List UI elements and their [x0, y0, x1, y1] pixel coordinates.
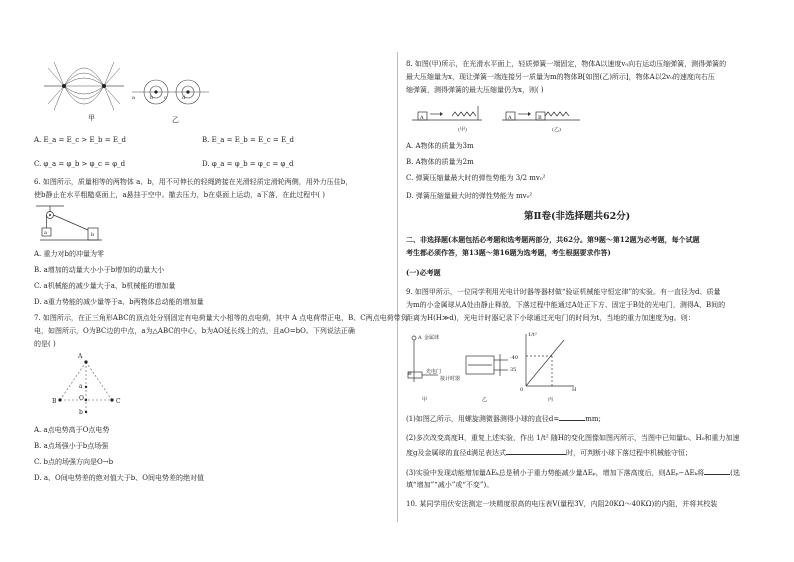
q7-stem-line2: 电，如图所示，O为BC边的中点，a为△ABC的中心，b为AO延长线上的点，且aO=bO。下列说法正确 [34, 327, 355, 335]
column-divider [397, 52, 398, 522]
q9-fig-label-A: A [418, 335, 422, 341]
q6-stem-line2: 使b静止在水平粗糙桌面上，a悬挂于空中。撤去压力，b在桌面上运动，a下落，在此过程中( ) [34, 191, 325, 199]
q9-sub3-line2: 填“增加”“减小”或“不变”)。 [406, 481, 494, 489]
q9-sub2-blank [506, 448, 566, 455]
fig1-label-c: c [164, 95, 167, 101]
spring-blocks-figure [412, 102, 582, 126]
q9-sub1-blank [559, 414, 585, 421]
q9-sub1 [406, 414, 601, 424]
q8-fig-label-B: B [538, 115, 542, 121]
q6-option-c: C. a机械能的减少量大于a、b机械能的增加量 [34, 282, 176, 290]
q9-stem-line1: 9. 如图甲所示，一位同学利用光电计时器等器材做“验证机械能守恒定律”的实验。有一直径为d、质量 [406, 288, 721, 296]
q9-sub1-text: (1)如图乙所示，用螺旋测微器测得小球的直径d= [406, 415, 560, 423]
q9-fig-label-ball: 金属球 [424, 335, 440, 341]
fig1-label-a: a [132, 95, 135, 101]
q9-fig-caption-yi: 乙 [482, 397, 488, 403]
q9-sub3-blank [704, 468, 730, 475]
q9-sub2-text: 度g及金属球的直径d满足表达式 [406, 449, 506, 457]
q6-fig-label-a: a [44, 230, 47, 236]
q8-option-a: A. A物体的质量为3m [406, 142, 474, 150]
fig1-label-d: d [182, 95, 186, 101]
q7-stem-line3: 的是( ) [34, 340, 56, 348]
q7-option-d: D. a、O间电势差的绝对值大于b、O间电势差的绝对值 [34, 474, 204, 482]
part2-instructions-line1: 二、非选择题(本题包括必考题和选考题两部分，共62分。第9题～第12题为必考题，每个试题 [406, 235, 700, 244]
q8-fig-caption-b: (乙) [552, 127, 561, 133]
triangle-charges-figure [52, 358, 122, 414]
q8-stem-line3: 缩弹簧，测得弹簧的最大压缩量仍为x，则( ) [406, 86, 544, 94]
q8-stem-line2: 最大压缩量为x，现让弹簧一端连接另一质量为m的物体B[如图(乙)所示]，物体A以2v₀的速度向右压 [406, 73, 715, 81]
q9-fig-label-timer: 接计时器 [440, 376, 461, 382]
q8-stem-line1: 8. 如图(甲)所示，在光滑水平面上，轻质弹簧一端固定，物体A以速度v₀向右运动压缩弹簧，测得弹簧的 [406, 60, 727, 68]
field-lines-figure [44, 62, 214, 122]
q7-fig-label-a: a [79, 383, 83, 390]
q9-fig-caption-jia: 甲 [422, 397, 428, 403]
section-title: 第Ⅱ卷(非选择题共62分) [524, 211, 631, 222]
q9-sub2-line1: (2)多次改变高度H，重复上述实验，作出 1/t² 随H的变化图像如图丙所示，当图中已知量t₀、H₀和重力加速 [406, 434, 740, 442]
q9-sub3-text: (3)实验中发现动能增加量ΔEₖ总是稍小于重力势能减少量ΔEₚ，增加下落高度后，则ΔEₚ−ΔEₖ将 [406, 469, 705, 477]
q9-sub2-line2 [406, 448, 692, 458]
q7-fig-label-O: O [79, 395, 84, 402]
q7-fig-label-A: A [78, 353, 83, 360]
q9-sub2-end: 时，可判断小球下落过程中机械能守恒； [565, 449, 692, 457]
q7-stem-line1: 7. 如图所示，在正三角形ABC的顶点处分别固定有电荷量大小相等的点电荷，其中 A 点电荷带正电，B、C两点电荷带负 [34, 314, 408, 322]
q9-fig-caption-bing: 丙 [548, 397, 554, 403]
q9-fig-yaxis: 1/t² [528, 332, 537, 338]
q8-fig-label-A2: A [508, 115, 512, 121]
q9-sub1-unit: mm; [585, 415, 601, 423]
q9-sub3-end: (选 [730, 469, 740, 477]
q6-stem-line1: 6. 如图所示，质量相等的两物体 a、b，用不可伸长的轻绳跨接在光滑轻质定滑轮两侧，用外力压住b， [34, 178, 353, 186]
q8-fig-caption-a: (甲) [458, 127, 467, 133]
fig1-caption-b: 乙 [172, 116, 179, 124]
q9-fig-origin: 0 [520, 387, 524, 393]
q6-fig-label-b: b [91, 232, 95, 238]
q5-option-b: B. E_a = E_b = E_c = E_d [202, 136, 295, 144]
q7-option-c: C. b点的场强方向是O→b [34, 458, 114, 466]
q7-fig-label-B: B [52, 398, 57, 405]
q7-fig-label-b: b [79, 409, 83, 416]
q9-fig-xaxis: H [572, 387, 577, 393]
q9-stem-line3: 距离为H(H≫d)，光电计时器记录下小球通过光电门的时间为t，当地的重力加速度为g。则： [406, 314, 695, 322]
q5-option-c: C. φ_a = φ_b > φ_c = φ_d [34, 160, 126, 168]
q10-stem-line1: 10. 某同学用伏安法测定一块精度很高的电压表V(量程3V，内阻20KΩ～40KΩ)的内阻，并将其校装 [406, 500, 718, 508]
q6-option-d: D. a重力势能的减少量等于a、b两物体总动能的增加量 [34, 298, 204, 306]
q5-option-d: D. φ_a = φ_b = φ_c = φ_d [202, 160, 294, 168]
fig1-caption-a: 甲 [88, 114, 95, 122]
q7-option-a: A. a点电势高于O点电势 [34, 426, 110, 434]
q6-option-a: A. 重力对b的冲量为零 [34, 250, 104, 258]
q7-fig-label-C: C [116, 398, 121, 405]
q8-option-b: B. A物体的质量为2m [406, 158, 474, 166]
q9-fig-tick-40: -40 [510, 355, 519, 361]
q6-option-b: B. a增加的动量大小小于b增加的动量大小 [34, 266, 165, 274]
q7-option-b: B. a点场强小于b点场强 [34, 442, 109, 450]
required-questions-title: (一)必考题 [406, 268, 441, 277]
part2-instructions-line2: 考生都必须作答，第13题～第16题为选考题，考生根据要求作答) [406, 248, 611, 257]
q9-stem-line2: 为m的小金属球从A处由静止释放，下落过程中能通过A处正下方、固定于B处的光电门，测得A、B间的 [406, 301, 726, 309]
q9-fig-label-B: B [408, 371, 412, 377]
q9-fig-label-photogate: 光电门 [426, 369, 442, 375]
q9-sub3-line1 [406, 468, 740, 478]
q8-option-d: D. 弹簧压缩量最大时的弹性势能为 mv₀² [406, 192, 533, 200]
q9-fig-tick-35: 35 [510, 367, 517, 373]
q8-option-c: C. 弹簧压缩量最大时的弹性势能为 3/2 mv₀² [406, 174, 546, 182]
q8-fig-label-A1: A [420, 115, 424, 121]
fig1-label-b: b [150, 95, 154, 101]
q5-option-a: A. E_a = E_c > E_b = E_d [34, 136, 126, 144]
